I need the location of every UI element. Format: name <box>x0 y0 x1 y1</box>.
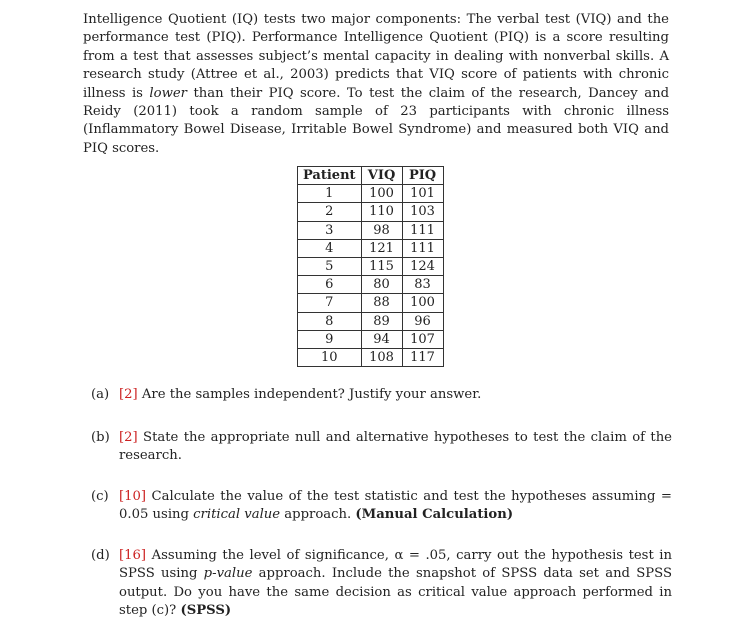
question-b-body <box>119 429 672 466</box>
piq-cell: 117 <box>402 349 443 367</box>
question-b <box>91 429 672 466</box>
table-row <box>298 294 444 312</box>
table-row <box>298 258 444 276</box>
viq-cell: 115 <box>361 258 402 276</box>
question-c <box>91 488 672 525</box>
patient-cell: 6 <box>298 276 362 294</box>
question-c-italic: critical value <box>193 507 281 523</box>
viq-cell: 98 <box>361 221 402 239</box>
patient-cell: 2 <box>298 203 362 221</box>
piq-cell: 101 <box>402 185 443 203</box>
question-d-text-1: Assuming the level of significance, α = .05, carry out the hypothesis test in SPSS using <box>119 548 672 582</box>
table-row <box>298 276 444 294</box>
question-d <box>91 547 672 621</box>
question-d-bold: (SPSS) <box>180 603 232 619</box>
viq-cell: 88 <box>361 294 402 312</box>
question-c-marks: [10] <box>119 489 147 504</box>
piq-cell: 100 <box>402 294 443 312</box>
patient-cell: 5 <box>298 258 362 276</box>
table-header-row <box>298 167 444 185</box>
piq-cell: 96 <box>402 312 443 330</box>
question-a <box>91 386 672 404</box>
question-d-label: (d) <box>91 548 110 563</box>
viq-cell: 108 <box>361 349 402 367</box>
piq-cell: 83 <box>402 276 443 294</box>
table-row <box>298 185 444 203</box>
patient-cell: 1 <box>298 185 362 203</box>
piq-cell: 103 <box>402 203 443 221</box>
intro-paragraph <box>83 11 669 158</box>
header-patient: Patient <box>298 167 362 185</box>
question-d-marks: [16] <box>119 548 147 563</box>
intro-emphasis: lower <box>149 85 187 101</box>
table-row <box>298 221 444 239</box>
table-row <box>298 312 444 330</box>
question-a-marks: [2] <box>119 387 138 402</box>
question-c-bold: (Manual Calculation) <box>355 507 514 523</box>
piq-cell: 111 <box>402 239 443 257</box>
header-piq: PIQ <box>402 167 443 185</box>
viq-cell: 110 <box>361 203 402 221</box>
question-d-italic: p-value <box>203 566 253 582</box>
question-c-label: (c) <box>91 489 109 504</box>
patient-cell: 4 <box>298 239 362 257</box>
table-row <box>298 330 444 348</box>
piq-cell: 124 <box>402 258 443 276</box>
intro-text-2: than their PIQ score. To test the claim of the research, Dancey and Reidy (2011) took a random sample of 23 participants with chronic illness (Inflammatory Bowel Disease, Irritable Bowel Syndrome) and measured both VIQ and PIQ scores. <box>83 85 670 156</box>
patient-cell: 10 <box>298 349 362 367</box>
question-c-body <box>119 488 672 525</box>
patient-cell: 9 <box>298 330 362 348</box>
viq-cell: 100 <box>361 185 402 203</box>
piq-cell: 107 <box>402 330 443 348</box>
question-b-text: State the appropriate null and alternative hypotheses to test the claim of the research. <box>119 430 672 464</box>
question-a-text: Are the samples independent? Justify your answer. <box>137 387 482 402</box>
question-c-text-2: approach. <box>280 507 356 523</box>
question-b-label: (b) <box>91 430 110 445</box>
table-row <box>298 203 444 221</box>
question-a-body <box>119 386 672 404</box>
iq-data-table <box>297 166 444 367</box>
question-c-text-1: Calculate the value of the test statistic and test the hypotheses assuming = 0.05 using <box>119 489 672 523</box>
patient-cell: 7 <box>298 294 362 312</box>
question-b-marks: [2] <box>119 430 138 445</box>
question-d-text-2: approach. Include the snapshot of SPSS data set and SPSS output. Do you have the same decision as critical value approach performed in step (c)? <box>119 566 672 619</box>
patient-cell: 3 <box>298 221 362 239</box>
table-row <box>298 239 444 257</box>
viq-cell: 94 <box>361 330 402 348</box>
intro-text-1: Intelligence Quotient (IQ) tests two major components: The verbal test (VIQ) and the performance test (PIQ). Performance Intelligence Quotient (PIQ) is a score resulting from a test that assesses subject’s mental capacity in dealing with nonverbal skills. A research study (Attree et al., 2003) predicts that VIQ score of patients with chronic illness is <box>83 12 669 101</box>
header-viq: VIQ <box>361 167 402 185</box>
question-d-body <box>119 547 672 621</box>
viq-cell: 80 <box>361 276 402 294</box>
question-a-label: (a) <box>91 387 110 402</box>
viq-cell: 121 <box>361 239 402 257</box>
table-row <box>298 349 444 367</box>
patient-cell: 8 <box>298 312 362 330</box>
viq-cell: 89 <box>361 312 402 330</box>
piq-cell: 111 <box>402 221 443 239</box>
